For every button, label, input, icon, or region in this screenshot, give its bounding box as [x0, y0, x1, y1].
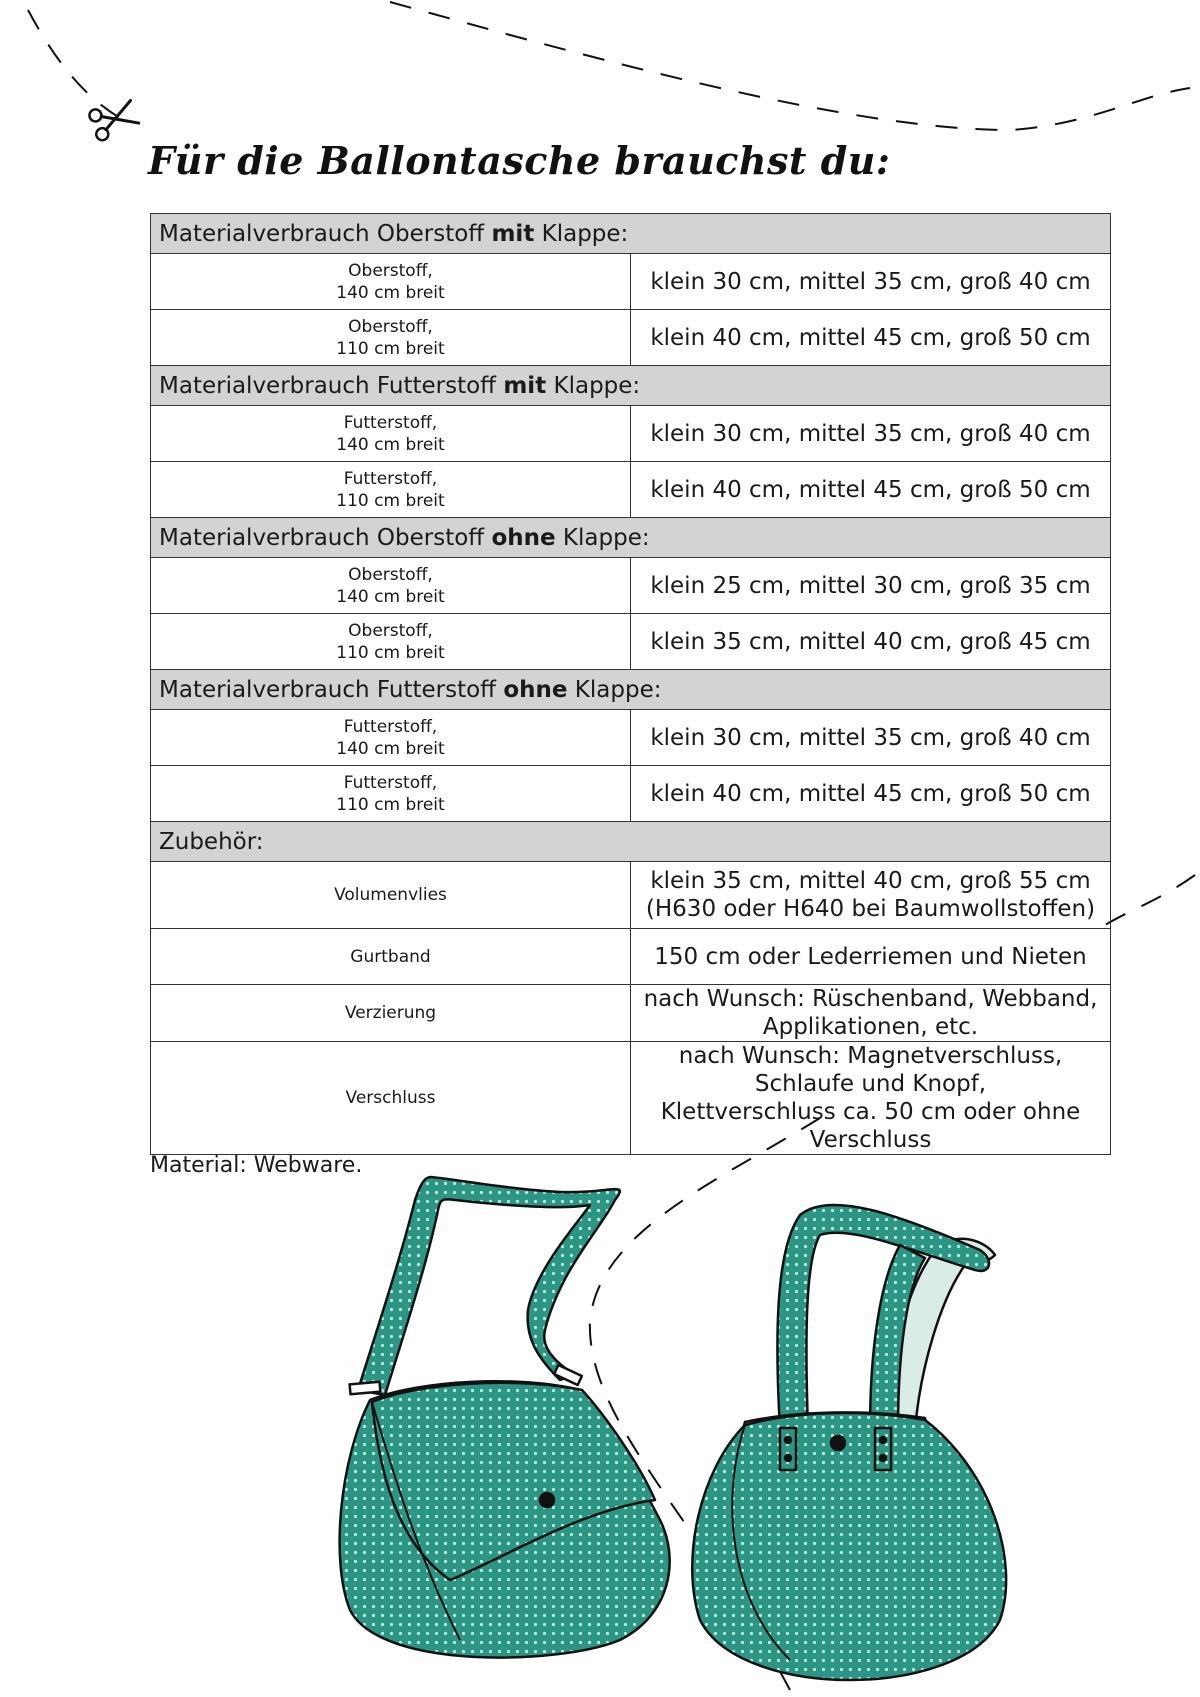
row-label: Futterstoff, 110 cm breit — [151, 462, 631, 518]
row-label: Oberstoff, 140 cm breit — [151, 254, 631, 310]
button-dot — [540, 1493, 554, 1507]
row-label: Futterstoff, 140 cm breit — [151, 406, 631, 462]
row-label: Oberstoff, 110 cm breit — [151, 310, 631, 366]
row-value: klein 40 cm, mittel 45 cm, groß 50 cm — [631, 310, 1111, 366]
section-heading: Zubehör: — [151, 822, 1111, 862]
bag-without-flap-illustration — [692, 1205, 1006, 1680]
row-value: 150 cm oder Lederriemen und Nieten — [631, 929, 1111, 985]
row-label: Verzierung — [151, 985, 631, 1042]
row-value: klein 40 cm, mittel 45 cm, groß 50 cm — [631, 462, 1111, 518]
bag-with-flap-illustration — [340, 1177, 670, 1658]
row-label: Volumenvlies — [151, 862, 631, 929]
row-label: Oberstoff, 140 cm breit — [151, 558, 631, 614]
row-value: nach Wunsch: Rüschenband, Webband, Applikationen, etc. — [631, 985, 1111, 1042]
row-value: klein 35 cm, mittel 40 cm, groß 55 cm (H630 oder H640 bei Baumwollstoffen) — [631, 862, 1111, 929]
section-heading: Materialverbrauch Futterstoff ohne Klappe: — [151, 670, 1111, 710]
row-value: klein 25 cm, mittel 30 cm, groß 35 cm — [631, 558, 1111, 614]
material-note: Material: Webware. — [150, 1153, 363, 1178]
row-label: Gurtband — [151, 929, 631, 985]
row-value: klein 30 cm, mittel 35 cm, groß 40 cm — [631, 406, 1111, 462]
row-value: nach Wunsch: Magnetverschluss, Schlaufe und Knopf, Klettverschluss ca. 50 cm oder ohne Verschluss — [631, 1042, 1111, 1155]
row-label: Verschluss — [151, 1042, 631, 1155]
row-value: klein 35 cm, mittel 40 cm, groß 45 cm — [631, 614, 1111, 670]
row-label: Futterstoff, 110 cm breit — [151, 766, 631, 822]
row-label: Oberstoff, 110 cm breit — [151, 614, 631, 670]
section-heading: Materialverbrauch Oberstoff ohne Klappe: — [151, 518, 1111, 558]
row-value: klein 40 cm, mittel 45 cm, groß 50 cm — [631, 766, 1111, 822]
section-heading: Materialverbrauch Oberstoff mit Klappe: — [151, 214, 1111, 254]
section-heading: Materialverbrauch Futterstoff mit Klappe: — [151, 366, 1111, 406]
page-title: Für die Ballontasche brauchst du: — [148, 138, 891, 183]
row-value: klein 30 cm, mittel 35 cm, groß 40 cm — [631, 254, 1111, 310]
row-value: klein 30 cm, mittel 35 cm, groß 40 cm — [631, 710, 1111, 766]
row-label: Futterstoff, 140 cm breit — [151, 710, 631, 766]
